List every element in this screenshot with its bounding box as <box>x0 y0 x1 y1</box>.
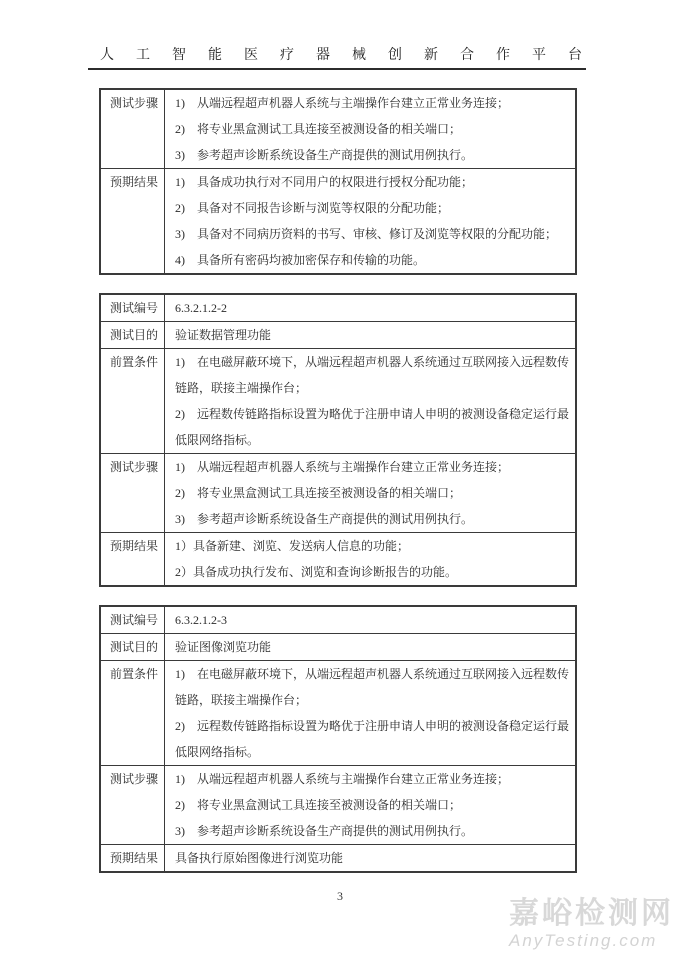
row-label: 预期结果 <box>101 845 165 871</box>
list-item: 1) 在电磁屏蔽环境下，从端远程超声机器人系统通过互联网接入远程数传链路，联接主端操作台； <box>175 355 569 395</box>
list-item: 4) 具备所有密码均被加密保存和传输的功能。 <box>175 253 425 267</box>
row-content <box>165 322 575 348</box>
list-item: 2) 将专业黑盒测试工具连接至被测设备的相关端口； <box>175 486 461 500</box>
row-content <box>165 607 575 633</box>
test-purpose: 验证数据管理功能 <box>175 328 272 342</box>
list-item: 2) 远程数传链路指标设置为略优于注册申请人申明的被测设备稳定运行最低限网络指标。 <box>175 407 569 447</box>
watermark-english-text: AnyTesting.com <box>509 931 658 950</box>
table-row <box>101 321 575 348</box>
row-label: 测试步骤 <box>101 766 165 844</box>
watermark-chinese-text: 嘉峪检测网 <box>509 897 674 930</box>
row-content <box>165 454 575 532</box>
row-label: 预期结果 <box>101 169 165 273</box>
page-header-title: 人工智能医疗器械创新合作平台 <box>100 48 604 63</box>
table-row <box>101 532 575 585</box>
test-case-table-2 <box>99 293 577 587</box>
row-label: 前置条件 <box>101 349 165 453</box>
list-item: 3) 具备对不同病历资料的书写、审核、修订及浏览等权限的分配功能； <box>175 227 557 241</box>
row-content <box>165 90 575 168</box>
list-item: 2) 远程数传链路指标设置为略优于注册申请人申明的被测设备稳定运行最低限网络指标。 <box>175 719 569 759</box>
list-item: 2) 将专业黑盒测试工具连接至被测设备的相关端口； <box>175 798 461 812</box>
row-label: 测试编号 <box>101 607 165 633</box>
row-content <box>165 766 575 844</box>
table-row <box>101 660 575 765</box>
list-item: 1）具备新建、浏览、发送病人信息的功能； <box>175 539 410 553</box>
row-content <box>165 634 575 660</box>
list-item: 2) 将专业黑盒测试工具连接至被测设备的相关端口； <box>175 122 461 136</box>
list-item: 1) 从端远程超声机器人系统与主端操作台建立正常业务连接； <box>175 460 509 474</box>
table-row <box>101 348 575 453</box>
test-case-table-3 <box>99 605 577 873</box>
test-purpose: 验证图像浏览功能 <box>175 640 272 654</box>
row-content <box>165 845 575 871</box>
row-content <box>165 533 575 585</box>
table-row <box>101 295 575 321</box>
table-row <box>101 607 575 633</box>
list-item: 1) 从端远程超声机器人系统与主端操作台建立正常业务连接； <box>175 96 509 110</box>
row-label: 前置条件 <box>101 661 165 765</box>
list-item: 3) 参考超声诊断系统设备生产商提供的测试用例执行。 <box>175 824 473 838</box>
table-row <box>101 765 575 844</box>
test-case-table-1 <box>99 88 577 275</box>
table-row <box>101 90 575 168</box>
table-row <box>101 168 575 273</box>
table-row <box>101 633 575 660</box>
row-content <box>165 169 575 273</box>
test-id: 6.3.2.1.2-3 <box>175 613 227 627</box>
watermark <box>509 899 674 951</box>
test-id: 6.3.2.1.2-2 <box>175 301 227 315</box>
row-label: 测试步骤 <box>101 90 165 168</box>
row-content <box>165 661 575 765</box>
table-row <box>101 844 575 871</box>
header-rule <box>88 68 586 70</box>
row-label: 测试编号 <box>101 295 165 321</box>
list-item: 2) 具备对不同报告诊断与浏览等权限的分配功能； <box>175 201 449 215</box>
list-item: 3) 参考超声诊断系统设备生产商提供的测试用例执行。 <box>175 148 473 162</box>
row-label: 测试目的 <box>101 322 165 348</box>
expected-result: 具备执行原始图像进行浏览功能 <box>175 851 344 865</box>
document-body <box>99 88 577 891</box>
list-item: 1) 在电磁屏蔽环境下，从端远程超声机器人系统通过互联网接入远程数传链路，联接主端操作台； <box>175 667 569 707</box>
table-row <box>101 453 575 532</box>
row-label: 预期结果 <box>101 533 165 585</box>
row-content <box>165 349 575 453</box>
row-content <box>165 295 575 321</box>
row-label: 测试目的 <box>101 634 165 660</box>
list-item: 1) 具备成功执行对不同用户的权限进行授权分配功能； <box>175 175 473 189</box>
list-item: 3) 参考超声诊断系统设备生产商提供的测试用例执行。 <box>175 512 473 526</box>
list-item: 1) 从端远程超声机器人系统与主端操作台建立正常业务连接； <box>175 772 509 786</box>
list-item: 2）具备成功执行发布、浏览和查询诊断报告的功能。 <box>175 565 458 579</box>
row-label: 测试步骤 <box>101 454 165 532</box>
page-number: 3 <box>337 889 343 903</box>
